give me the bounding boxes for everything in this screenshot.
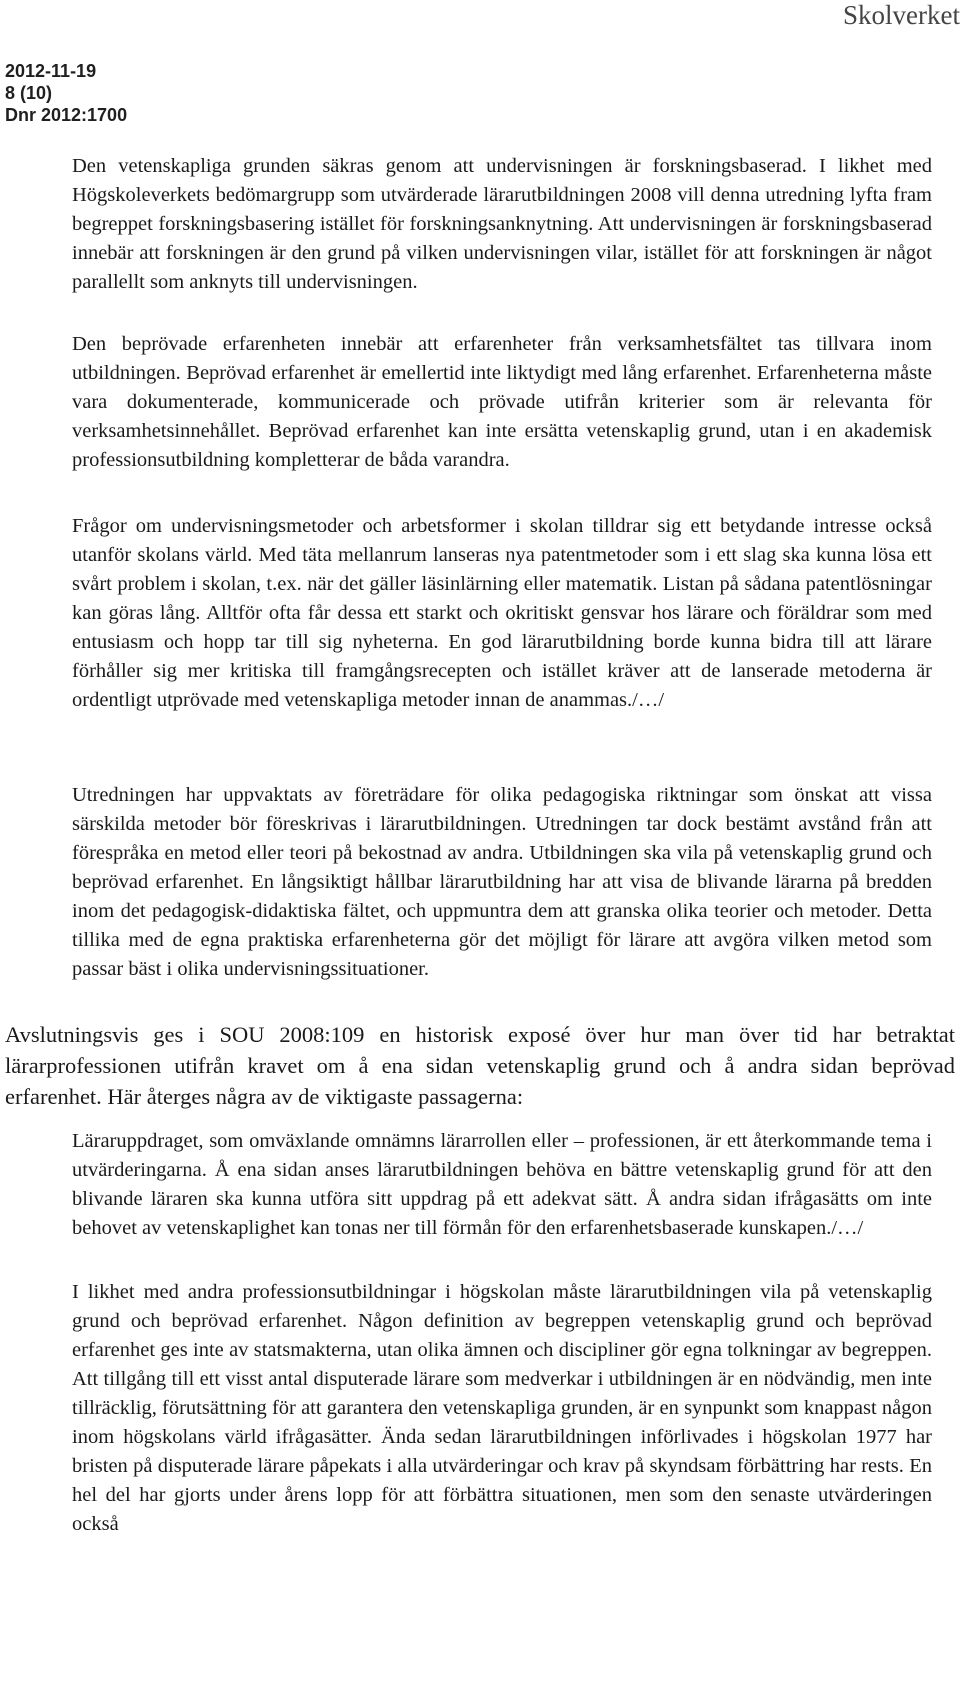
quote-paragraph: Utredningen har uppvaktats av företrädare för olika pedagogiska riktningar som önskat att vissa särskilda metoder bör föreskrivas i lärarutbildningen. Utredningen tar dock bestämt avstånd från att förespråka en metod eller teori på bekostnad av andra. Utbildningen ska vila på vetenskaplig grund och beprövad erfarenhet. En långsiktigt hållbar lärarutbildning har att visa de blivande lärarna på bredden inom det pedagogisk-didaktiska fältet, och uppmuntra dem att granska olika teorier och metoder. Detta tillika med de egna praktiska erfarenheterna gör det möjligt för lärare att avgöra vilken metod som passar bäst i olika undervisningssituationer. [72, 784, 932, 980]
document-meta [5, 60, 127, 126]
page-number: 8 (10) [5, 83, 53, 103]
quote-paragraph: Frågor om undervisningsmetoder och arbetsformer i skolan tilldrar sig ett betydande intresse också utanför skolans värld. Med täta mellanrum lanseras nya patentmetoder som i ett slag ska kunna lösa ett svårt problem i skolan, t.ex. när det gäller läsinlärning eller matematik. Listan på sådana patentlösningar kan göras lång. Alltför ofta får dessa ett starkt och okritiskt gensvar hos lärare och föräldrar som med entusiasm och hopp tar till sig nyheterna. En god lärarutbildning borde kunna bidra till att lärare förhåller sig mer kritiska till framgångsrecepten och istället kräver att de lanserade metoderna är ordentligt utprövade med vetenskapliga metoder innan de anammas./…/ [72, 515, 932, 711]
quote-paragraph: Den vetenskapliga grunden säkras genom att undervisningen är forskningsbaserad. I likhet med Högskoleverkets bedömargrupp som utvärderade lärarutbildningen 2008 vill denna utredning lyfta fram begreppet forskningsbasering istället för forskningsanknytning. Att undervisningen är forskningsbaserad innebär att forskningen är den grund på vilken undervisningen vilar, istället för att forskningen är något parallellt som anknyts till undervisningen. [72, 155, 932, 293]
main-paragraph: Avslutningsvis ges i SOU 2008:109 en historisk exposé över hur man över tid har betraktat lärarprofessionen utifrån kravet om å ena sidan vetenskaplig grund och å andra sidan beprövad erfarenhet. Här återges några av de viktigaste passagerna: [5, 1022, 955, 1109]
quote-paragraph: Den beprövade erfarenheten innebär att erfarenheter från verksamhetsfältet tas tillvara inom utbildningen. Beprövad erfarenhet är emellertid inte liktydigt med lång erfarenhet. Erfarenheterna måste vara dokumenterade, kommunicerade och prövade utifrån kriterier som är relevanta för verksamhetsinnehållet. Beprövad erfarenhet kan inte ersätta vetenskaplig grund, utan i en akademisk professionsutbildning kompletterar de båda varandra. [72, 333, 932, 471]
document-date: 2012-11-19 [5, 61, 97, 81]
quote-paragraph: Läraruppdraget, som omväxlande omnämns lärarrollen eller – professionen, är ett återkommande tema i utvärderingarna. Å ena sidan anses lärarutbildningen behöva en bättre vetenskaplig grund för att den blivande läraren ska kunna utföra sitt uppdrag på ett adekvat sätt. Å andra sidan ifrågasätts om inte behovet av vetenskaplighet kan tonas ner till förmån för den erfarenhetsbaserade kunskapen./…/ [72, 1130, 932, 1239]
organization-name: Skolverket [843, 0, 960, 30]
document-dnr: Dnr 2012:1700 [5, 105, 128, 125]
quote-paragraph: I likhet med andra professionsutbildningar i högskolan måste lärarutbildningen vila på vetenskaplig grund och beprövad erfarenhet. Någon definition av begreppen vetenskaplig grund och beprövad erfarenhet ges inte av statsmakterna, utan olika ämnen och discipliner gör egna tolkningar av begreppen. Att tillgång till ett visst antal disputerade lärare som medverkar i utbildningen är en nödvändig, men inte tillräcklig, förutsättning för att garantera den vetenskapliga grunden, är en synpunkt som knappast någon inom högskolans värld ifrågasätter. Ända sedan lärarutbildningen införlivades i högskolan 1977 har bristen på disputerade lärare påpekats i alla utvärderingar och krav på skyndsam förbättring har rests. En hel del har gjorts under årens lopp för att förbättra situationen, men som den senaste utvärderingen också [72, 1281, 932, 1535]
